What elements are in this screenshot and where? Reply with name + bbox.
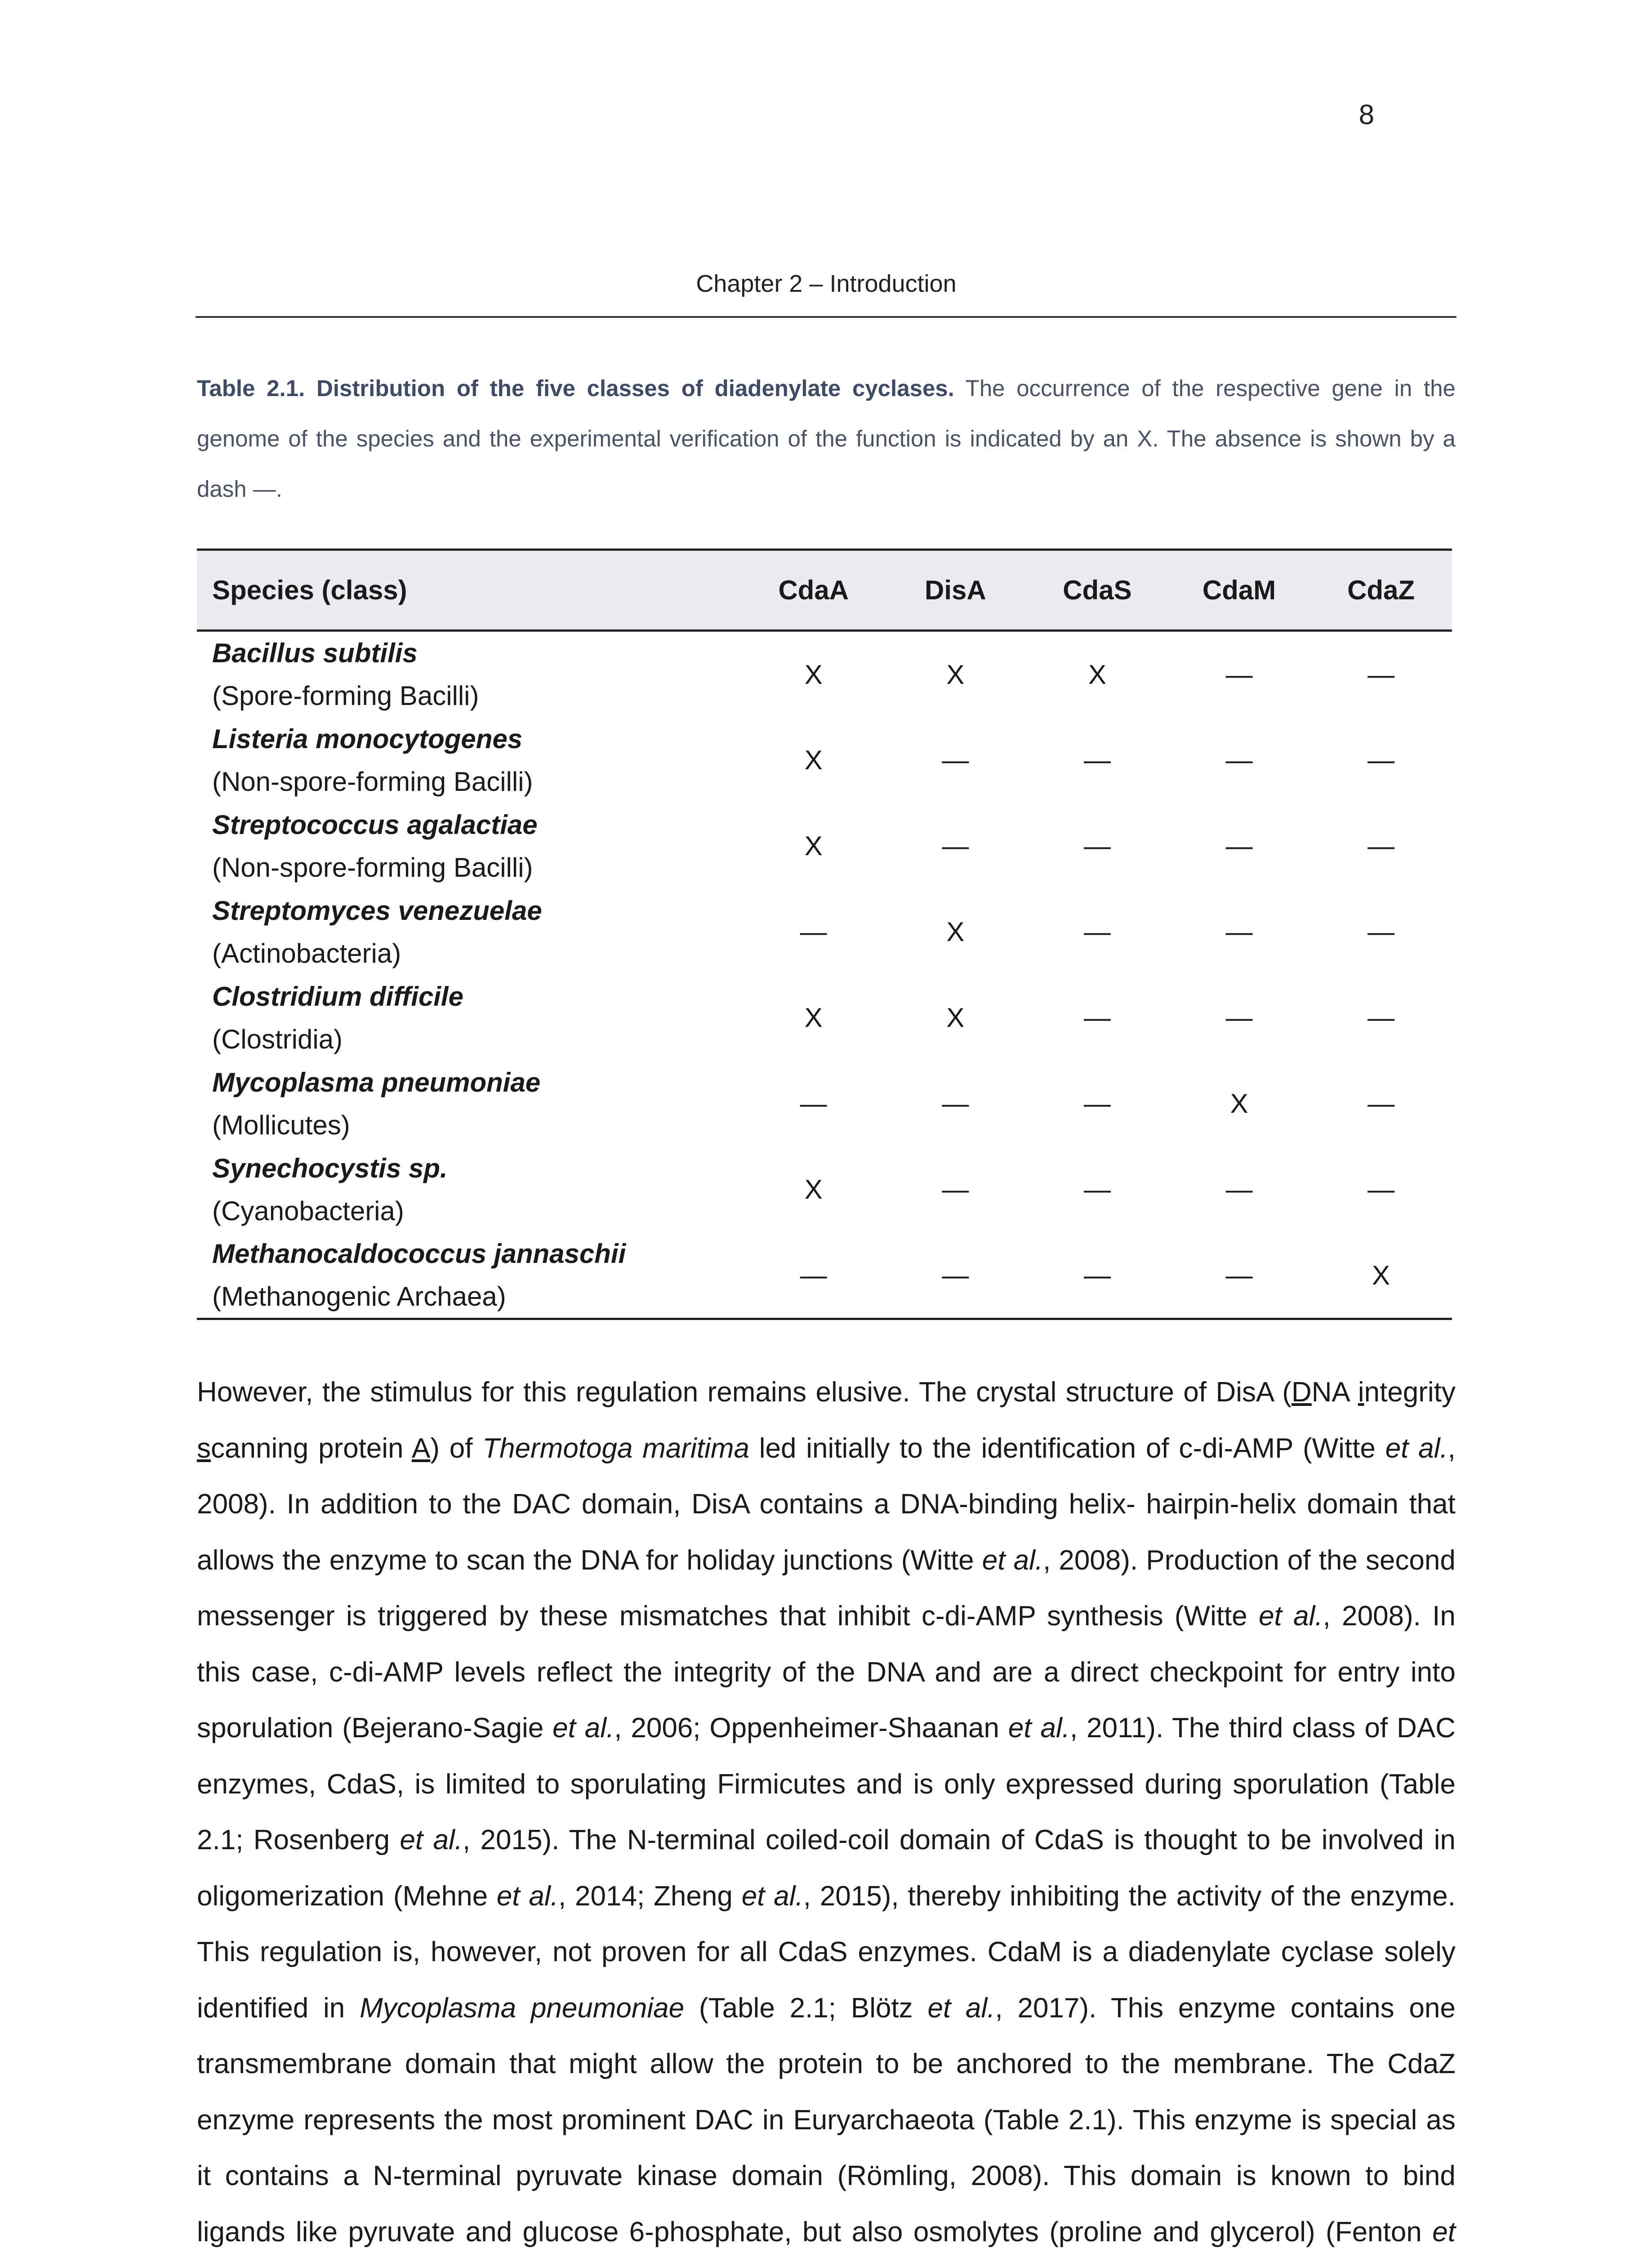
page-number: 8	[1358, 99, 1375, 130]
species-cell	[197, 1146, 743, 1232]
presence-cell: X	[1230, 1088, 1248, 1119]
presence-cell: X	[804, 745, 823, 775]
table-caption	[197, 363, 1456, 514]
species-cell	[197, 631, 743, 718]
text-segment: Mycoplasma pneumoniae	[360, 1992, 685, 2024]
species-cell	[197, 975, 743, 1061]
presence-cell: —	[800, 1088, 827, 1119]
header-cdam: CdaM	[1202, 575, 1276, 605]
species-class: (Methanogenic Archaea)	[212, 1281, 506, 1311]
presence-cell: —	[1225, 659, 1253, 690]
species-name: Listeria monocytogenes	[212, 723, 523, 754]
species-name: Clostridium difficile	[212, 981, 463, 1012]
species-cell	[197, 1232, 743, 1319]
table-caption-text: The occurrence of the respective gene in the genome of the species and the experimental verification of the function is indicated by an X. The absence is shown by a dash —.	[197, 375, 1456, 502]
text-segment: et al.	[741, 1880, 803, 1912]
presence-cell: —	[1225, 1174, 1253, 1204]
text-segment: ntegrity	[1364, 1377, 1456, 1408]
text-segment: (Table 2.1; Blötz	[684, 1992, 928, 2024]
header-cdaz: CdaZ	[1347, 575, 1415, 605]
presence-cell: —	[1367, 1088, 1395, 1119]
table-caption-title: Table 2.1. Distribution of the five classes of diadenylate cyclases.	[197, 375, 954, 401]
text-segment: et al.	[1008, 1713, 1070, 1744]
species-cell	[197, 803, 743, 889]
text-segment: , 2017). This enzyme contains one transmembrane domain that might allow the protein to be anchored to the membrane. The CdaZ enzyme represents the most prominent DAC in Euryarchaeota (Table 2.1). This enzyme is special as it contains a N-terminal pyruvate kinase domain (Römling, 2008). This domain is known to bind ligands like pyruvate and glucose 6-phosphate, but also osmolytes (proline and glycerol) (Fenton	[197, 1992, 1456, 2248]
species-cell	[197, 717, 743, 803]
presence-cell: —	[1083, 917, 1111, 947]
text-segment: i	[1358, 1377, 1364, 1408]
presence-cell: —	[942, 745, 969, 775]
presence-cell: —	[1225, 1003, 1253, 1033]
text-segment: et al.	[400, 1824, 463, 1855]
text-segment: et	[1432, 2216, 1456, 2248]
table-row	[197, 631, 1452, 718]
presence-cell: X	[1088, 659, 1106, 690]
species-cell	[197, 1061, 743, 1146]
text-segment: s	[197, 1432, 211, 1464]
text-segment: et al.	[1385, 1432, 1448, 1464]
presence-cell: —	[1367, 1174, 1395, 1204]
text-segment: et al.	[927, 1992, 995, 2024]
presence-cell: X	[946, 659, 965, 690]
species-name: Bacillus subtilis	[212, 638, 418, 668]
presence-cell: —	[800, 917, 827, 947]
species-class: (Mollicutes)	[212, 1110, 350, 1140]
species-class: (Non-spore-forming Bacilli)	[212, 766, 533, 797]
table-row	[197, 1061, 1452, 1146]
species-name: Synechocystis sp.	[212, 1153, 448, 1183]
text-segment: , 2008). In addition to the DAC domain, DisA contains a DNA-binding helix- hairpin-helix domain that allows the enzyme to scan the DNA for holiday junctions (Witte	[197, 1432, 1456, 1576]
presence-cell: —	[1367, 831, 1395, 861]
presence-cell: —	[1367, 917, 1395, 947]
text-segment: ) of	[430, 1432, 483, 1464]
text-segment: , 2014; Zheng	[558, 1880, 742, 1912]
text-segment: A	[411, 1432, 431, 1464]
species-name: Mycoplasma pneumoniae	[212, 1067, 541, 1097]
presence-cell: X	[946, 917, 965, 947]
species-class: (Non-spore-forming Bacilli)	[212, 852, 533, 883]
presence-cell: —	[1083, 1003, 1111, 1033]
presence-cell: —	[1225, 1260, 1253, 1290]
species-name: Streptomyces venezuelae	[212, 895, 542, 926]
header-rule	[196, 316, 1456, 318]
presence-cell: —	[1225, 917, 1253, 947]
text-segment: canning protein	[211, 1432, 412, 1464]
presence-cell: —	[1225, 745, 1253, 775]
text-segment: , 2008). Production of the second messenger is triggered by these mismatches that inhibit c-di-AMP synthesis (Witte	[197, 1544, 1456, 1632]
diadenylate-cyclase-table	[197, 549, 1452, 1320]
presence-cell: X	[946, 1003, 965, 1033]
table-header-row	[197, 550, 1452, 631]
species-cell	[197, 889, 743, 975]
table-row	[197, 1146, 1452, 1232]
header-disa: DisA	[925, 575, 986, 605]
presence-cell: X	[804, 1174, 823, 1204]
species-class: (Spore-forming Bacilli)	[212, 681, 479, 711]
header-cdas: CdaS	[1063, 575, 1132, 605]
table-body	[197, 631, 1452, 1319]
presence-cell: X	[1372, 1260, 1390, 1290]
text-segment: , 2011). The third class of DAC enzymes, CdaS, is limited to sporulating Firmicutes and is only expressed during sporulation (Table 2.1; Rosenberg	[197, 1713, 1456, 1855]
table-row	[197, 975, 1452, 1061]
presence-cell: —	[1083, 745, 1111, 775]
table-row	[197, 1232, 1452, 1319]
species-name: Methanocaldococcus jannaschii	[212, 1239, 626, 1269]
running-header: Chapter 2 – Introduction	[696, 270, 957, 297]
table-row	[197, 889, 1452, 975]
text-segment: et al.	[1259, 1601, 1323, 1632]
text-segment: , 2015), thereby inhibiting the activity of the enzyme. This regulation is, however, not proven for all CdaS enzymes. CdaM is a diadenylate cyclase solely identified in	[197, 1880, 1456, 2024]
header-cdaa: CdaA	[778, 575, 849, 605]
text-segment: et al.	[982, 1544, 1043, 1576]
header-species-class: Species (class)	[212, 575, 407, 605]
body-paragraph	[197, 1365, 1456, 2248]
table-row	[197, 803, 1452, 889]
presence-cell: —	[1225, 831, 1253, 861]
text-segment: , 2006; Oppenheimer-Shaanan	[614, 1713, 1008, 1744]
text-segment: , 2015). The N-terminal coiled-coil domain of CdaS is thought to be involved in oligomerization (Mehne	[197, 1824, 1456, 1912]
presence-cell: X	[804, 831, 823, 861]
presence-cell: —	[1083, 1260, 1111, 1290]
text-segment: NA	[1311, 1377, 1358, 1408]
table-row	[197, 717, 1452, 803]
text-segment: Thermotoga maritima	[482, 1432, 749, 1464]
presence-cell: —	[942, 1088, 969, 1119]
text-segment: et al.	[496, 1880, 558, 1912]
presence-cell: X	[804, 659, 823, 690]
presence-cell: —	[1083, 1088, 1111, 1119]
text-segment: D	[1291, 1377, 1312, 1408]
presence-cell: —	[942, 1260, 969, 1290]
presence-cell: —	[942, 1174, 969, 1204]
species-class: (Actinobacteria)	[212, 938, 401, 968]
species-name: Streptococcus agalactiae	[212, 809, 538, 840]
text-segment: et al.	[552, 1713, 614, 1744]
presence-cell: —	[1083, 1174, 1111, 1204]
presence-cell: X	[804, 1003, 823, 1033]
species-class: (Cyanobacteria)	[212, 1195, 404, 1226]
presence-cell: —	[1367, 745, 1395, 775]
text-segment: However, the stimulus for this regulation remains elusive. The crystal structure of DisA (	[197, 1377, 1291, 1408]
presence-cell: —	[1083, 831, 1111, 861]
presence-cell: —	[1367, 1003, 1395, 1033]
presence-cell: —	[1367, 659, 1395, 690]
text-segment: , 2008). In this case, c-di-AMP levels reflect the integrity of the DNA and are a direct checkpoint for entry into sporulation (Bejerano-Sagie	[197, 1601, 1456, 1744]
species-class: (Clostridia)	[212, 1024, 343, 1054]
presence-cell: —	[800, 1260, 827, 1290]
presence-cell: —	[942, 831, 969, 861]
text-segment: led initially to the identification of c-di-AMP (Witte	[749, 1432, 1385, 1464]
